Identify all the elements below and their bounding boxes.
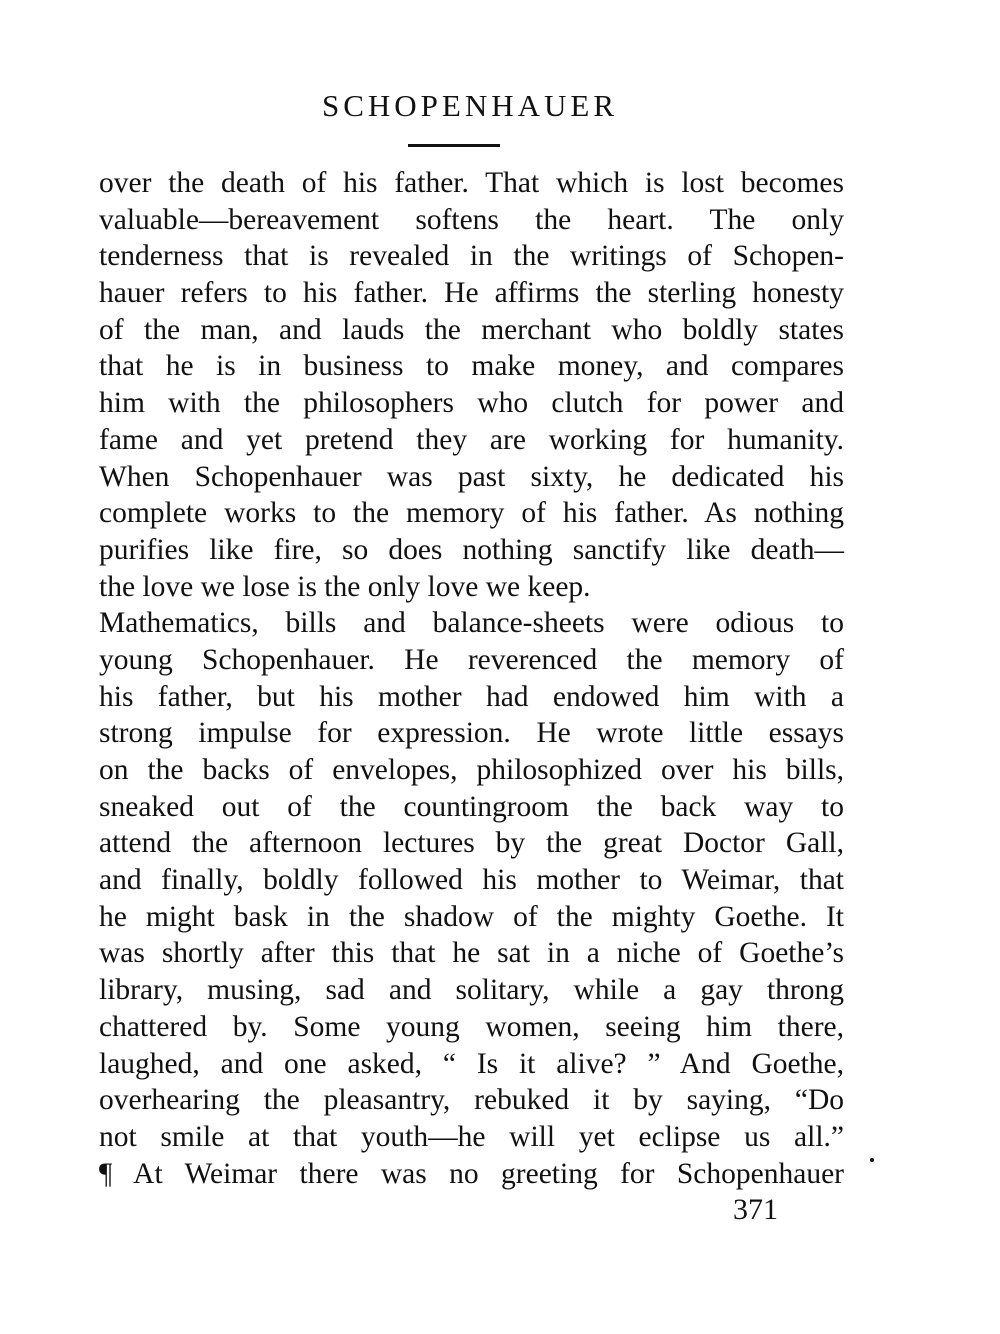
text-line: Mathematics, bills and balance-sheets were odious to bbox=[99, 607, 844, 640]
text-line: valuable—bereavement softens the heart. The only bbox=[99, 203, 844, 236]
text-line: ¶ At Weimar there was no greeting for Schopenhauer bbox=[99, 1157, 844, 1190]
text-line: over the death of his father. That which is lost becomes bbox=[99, 167, 844, 199]
text-line: complete works to the memory of his father. As nothing bbox=[99, 497, 844, 530]
text-line: purifies like fire, so does nothing sanctify like death— bbox=[99, 533, 844, 566]
page-number: 371 bbox=[733, 1193, 778, 1226]
text-line: When Schopenhauer was past sixty, he dedicated his bbox=[99, 460, 844, 493]
text-line: hauer refers to his father. He affirms the sterling honesty bbox=[99, 277, 844, 310]
header-rule bbox=[408, 144, 500, 147]
text-line: chattered by. Some young women, seeing him there, bbox=[99, 1010, 844, 1043]
body-text bbox=[99, 165, 844, 1192]
text-line: young Schopenhauer. He reverenced the memory of bbox=[99, 643, 844, 676]
text-line: on the backs of envelopes, philosophized over his bills, bbox=[99, 754, 844, 786]
text-line: his father, but his mother had endowed him with a bbox=[99, 680, 844, 713]
text-line: of the man, and lauds the merchant who boldly states bbox=[99, 313, 844, 346]
text-line: and finally, boldly followed his mother to Weimar, that bbox=[99, 864, 844, 897]
text-line: the love we lose is the only love we keep. bbox=[99, 570, 591, 603]
text-line: him with the philosophers who clutch for power and bbox=[99, 387, 844, 420]
text-line: strong impulse for expression. He wrote little essays bbox=[99, 717, 844, 750]
text-line: that he is in business to make money, and compares bbox=[99, 350, 844, 383]
text-line: tenderness that is revealed in the writings of Schopen- bbox=[99, 240, 844, 273]
ink-dot-mark bbox=[870, 1158, 874, 1162]
text-line: attend the afternoon lectures by the great Doctor Gall, bbox=[99, 827, 844, 860]
text-line: sneaked out of the countingroom the back way to bbox=[99, 790, 844, 823]
text-line: overhearing the pleasantry, rebuked it by saying, “Do bbox=[99, 1084, 844, 1117]
running-head: SCHOPENHAUER bbox=[321, 88, 619, 123]
text-line: laughed, and one asked, “ Is it alive? ” And Goethe, bbox=[99, 1047, 844, 1080]
text-line: fame and yet pretend they are working for humanity. bbox=[99, 423, 844, 456]
text-line: library, musing, sad and solitary, while a gay throng bbox=[99, 974, 844, 1007]
text-line: was shortly after this that he sat in a niche of Goethe’s bbox=[99, 937, 844, 970]
text-line: not smile at that youth—he will yet eclipse us all.” bbox=[99, 1120, 844, 1153]
text-line: he might bask in the shadow of the mighty Goethe. It bbox=[99, 900, 844, 933]
